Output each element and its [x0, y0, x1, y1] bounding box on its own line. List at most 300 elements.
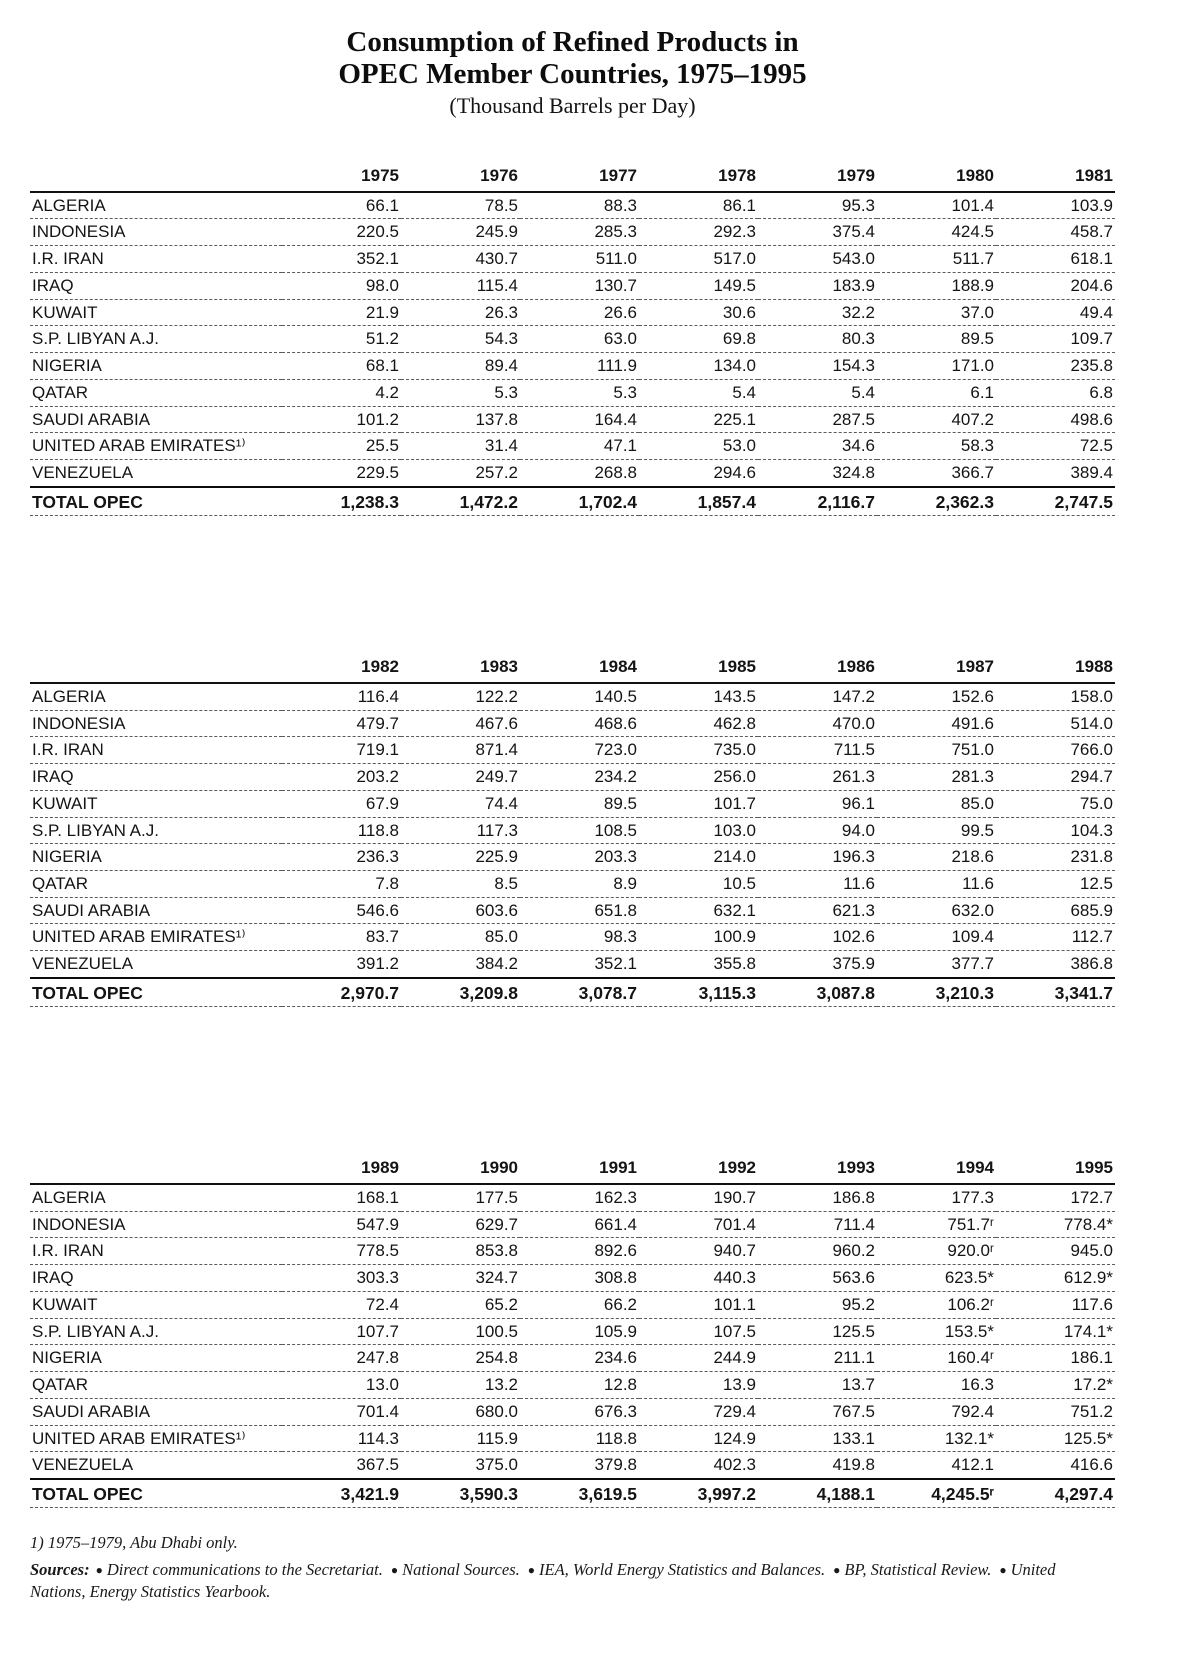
footnotes	[30, 1532, 1115, 1603]
total-value-cell: 3,115.3	[639, 978, 758, 1007]
value-cell: 12.5	[996, 870, 1115, 897]
value-cell: 249.7	[401, 764, 520, 791]
value-cell: 470.0	[758, 710, 877, 737]
table-row	[30, 1238, 1115, 1265]
total-value-cell: 3,341.7	[996, 978, 1115, 1007]
table-section-1989-1995	[30, 1155, 1115, 1508]
year-header: 1985	[639, 654, 758, 683]
value-cell: 183.9	[758, 272, 877, 299]
country-label: INDONESIA	[30, 1211, 282, 1238]
total-label: TOTAL OPEC	[30, 1479, 282, 1508]
country-label: INDONESIA	[30, 710, 282, 737]
value-cell: 723.0	[520, 737, 639, 764]
value-cell: 629.7	[401, 1211, 520, 1238]
year-header: 1981	[996, 163, 1115, 192]
total-value-cell: 3,087.8	[758, 978, 877, 1007]
year-header: 1978	[639, 163, 758, 192]
table-row	[30, 192, 1115, 219]
value-cell: 107.5	[639, 1318, 758, 1345]
value-cell: 892.6	[520, 1238, 639, 1265]
total-value-cell: 4,245.5ʳ	[877, 1479, 996, 1508]
value-cell: 229.5	[282, 460, 401, 487]
total-value-cell: 3,078.7	[520, 978, 639, 1007]
value-cell: 511.0	[520, 246, 639, 273]
value-cell: 225.9	[401, 844, 520, 871]
year-header-row	[30, 654, 1115, 683]
country-column-spacer	[30, 1155, 282, 1184]
country-column-spacer	[30, 654, 282, 683]
value-cell: 5.4	[639, 379, 758, 406]
value-cell: 98.0	[282, 272, 401, 299]
value-cell: 945.0	[996, 1238, 1115, 1265]
country-label: INDONESIA	[30, 219, 282, 246]
total-value-cell: 2,362.3	[877, 487, 996, 516]
value-cell: 13.7	[758, 1372, 877, 1399]
consumption-table-1989-1995	[30, 1155, 1115, 1508]
value-cell: 83.7	[282, 924, 401, 951]
value-cell: 412.1	[877, 1452, 996, 1479]
value-cell: 751.2	[996, 1398, 1115, 1425]
value-cell: 105.9	[520, 1318, 639, 1345]
value-cell: 751.0	[877, 737, 996, 764]
value-cell: 132.1*	[877, 1425, 996, 1452]
value-cell: 407.2	[877, 406, 996, 433]
value-cell: 440.3	[639, 1265, 758, 1292]
total-value-cell: 3,421.9	[282, 1479, 401, 1508]
value-cell: 352.1	[282, 246, 401, 273]
value-cell: 402.3	[639, 1452, 758, 1479]
country-label: SAUDI ARABIA	[30, 1398, 282, 1425]
value-cell: 89.5	[520, 790, 639, 817]
value-cell: 17.2*	[996, 1372, 1115, 1399]
table-row	[30, 1184, 1115, 1211]
value-cell: 563.6	[758, 1265, 877, 1292]
value-cell: 74.4	[401, 790, 520, 817]
value-cell: 114.3	[282, 1425, 401, 1452]
value-cell: 701.4	[639, 1211, 758, 1238]
value-cell: 89.4	[401, 353, 520, 380]
value-cell: 149.5	[639, 272, 758, 299]
value-cell: 100.5	[401, 1318, 520, 1345]
value-cell: 623.5*	[877, 1265, 996, 1292]
country-label: VENEZUELA	[30, 1452, 282, 1479]
value-cell: 190.7	[639, 1184, 758, 1211]
country-label: UNITED ARAB EMIRATES¹⁾	[30, 924, 282, 951]
year-header: 1984	[520, 654, 639, 683]
country-label: KUWAIT	[30, 790, 282, 817]
year-header: 1987	[877, 654, 996, 683]
total-value-cell: 3,590.3	[401, 1479, 520, 1508]
year-header: 1993	[758, 1155, 877, 1184]
value-cell: 26.6	[520, 299, 639, 326]
total-value-cell: 4,188.1	[758, 1479, 877, 1508]
value-cell: 661.4	[520, 1211, 639, 1238]
value-cell: 117.6	[996, 1291, 1115, 1318]
country-label: UNITED ARAB EMIRATES¹⁾	[30, 433, 282, 460]
value-cell: 416.6	[996, 1452, 1115, 1479]
value-cell: 6.8	[996, 379, 1115, 406]
value-cell: 69.8	[639, 326, 758, 353]
total-value-cell: 1,472.2	[401, 487, 520, 516]
value-cell: 63.0	[520, 326, 639, 353]
value-cell: 375.0	[401, 1452, 520, 1479]
bullet-icon: ●	[527, 1562, 535, 1577]
value-cell: 621.3	[758, 897, 877, 924]
value-cell: 85.0	[401, 924, 520, 951]
page-subtitle: (Thousand Barrels per Day)	[449, 92, 696, 118]
value-cell: 247.8	[282, 1345, 401, 1372]
value-cell: 95.2	[758, 1291, 877, 1318]
value-cell: 101.1	[639, 1291, 758, 1318]
year-header-row	[30, 163, 1115, 192]
total-value-cell: 2,970.7	[282, 978, 401, 1007]
value-cell: 701.4	[282, 1398, 401, 1425]
table-section-1975-1981	[30, 163, 1115, 516]
value-cell: 164.4	[520, 406, 639, 433]
value-cell: 34.6	[758, 433, 877, 460]
value-cell: 172.7	[996, 1184, 1115, 1211]
value-cell: 101.4	[877, 192, 996, 219]
value-cell: 352.1	[520, 951, 639, 978]
value-cell: 294.7	[996, 764, 1115, 791]
value-cell: 517.0	[639, 246, 758, 273]
value-cell: 676.3	[520, 1398, 639, 1425]
value-cell: 188.9	[877, 272, 996, 299]
table-row	[30, 1211, 1115, 1238]
year-header: 1983	[401, 654, 520, 683]
value-cell: 12.8	[520, 1372, 639, 1399]
value-cell: 391.2	[282, 951, 401, 978]
value-cell: 158.0	[996, 683, 1115, 710]
value-cell: 7.8	[282, 870, 401, 897]
value-cell: 203.2	[282, 764, 401, 791]
value-cell: 603.6	[401, 897, 520, 924]
country-label: VENEZUELA	[30, 460, 282, 487]
value-cell: 99.5	[877, 817, 996, 844]
country-label: SAUDI ARABIA	[30, 897, 282, 924]
year-header: 1975	[282, 163, 401, 192]
value-cell: 125.5	[758, 1318, 877, 1345]
value-cell: 792.4	[877, 1398, 996, 1425]
value-cell: 106.2ʳ	[877, 1291, 996, 1318]
table-row	[30, 326, 1115, 353]
value-cell: 244.9	[639, 1345, 758, 1372]
total-value-cell: 1,857.4	[639, 487, 758, 516]
value-cell: 618.1	[996, 246, 1115, 273]
value-cell: 133.1	[758, 1425, 877, 1452]
value-cell: 109.7	[996, 326, 1115, 353]
value-cell: 30.6	[639, 299, 758, 326]
table-row	[30, 1291, 1115, 1318]
value-cell: 47.1	[520, 433, 639, 460]
value-cell: 254.8	[401, 1345, 520, 1372]
value-cell: 612.9*	[996, 1265, 1115, 1292]
value-cell: 37.0	[877, 299, 996, 326]
table-row	[30, 737, 1115, 764]
country-label: IRAQ	[30, 272, 282, 299]
value-cell: 285.3	[520, 219, 639, 246]
value-cell: 632.1	[639, 897, 758, 924]
value-cell: 303.3	[282, 1265, 401, 1292]
value-cell: 256.0	[639, 764, 758, 791]
country-column-spacer	[30, 163, 282, 192]
table-row	[30, 951, 1115, 978]
country-label: QATAR	[30, 1372, 282, 1399]
country-label: S.P. LIBYAN A.J.	[30, 817, 282, 844]
value-cell: 32.2	[758, 299, 877, 326]
table-row	[30, 1345, 1115, 1372]
value-cell: 125.5*	[996, 1425, 1115, 1452]
value-cell: 117.3	[401, 817, 520, 844]
value-cell: 177.3	[877, 1184, 996, 1211]
country-label: SAUDI ARABIA	[30, 406, 282, 433]
value-cell: 651.8	[520, 897, 639, 924]
value-cell: 66.2	[520, 1291, 639, 1318]
source-item: National Sources.	[402, 1559, 520, 1579]
country-label: ALGERIA	[30, 683, 282, 710]
value-cell: 89.5	[877, 326, 996, 353]
table-row	[30, 1452, 1115, 1479]
value-cell: 680.0	[401, 1398, 520, 1425]
value-cell: 375.4	[758, 219, 877, 246]
value-cell: 8.9	[520, 870, 639, 897]
footnote-sources	[30, 1559, 1115, 1604]
value-cell: 735.0	[639, 737, 758, 764]
country-label: KUWAIT	[30, 1291, 282, 1318]
country-label: ALGERIA	[30, 1184, 282, 1211]
value-cell: 103.0	[639, 817, 758, 844]
value-cell: 115.9	[401, 1425, 520, 1452]
value-cell: 108.5	[520, 817, 639, 844]
value-cell: 95.3	[758, 192, 877, 219]
page-title	[30, 26, 1115, 91]
table-row	[30, 710, 1115, 737]
year-header: 1976	[401, 163, 520, 192]
consumption-table-1982-1988	[30, 654, 1115, 1007]
value-cell: 751.7ʳ	[877, 1211, 996, 1238]
country-label: KUWAIT	[30, 299, 282, 326]
table-row	[30, 870, 1115, 897]
document-header	[30, 26, 1115, 119]
value-cell: 719.1	[282, 737, 401, 764]
country-label: QATAR	[30, 870, 282, 897]
value-cell: 65.2	[401, 1291, 520, 1318]
value-cell: 196.3	[758, 844, 877, 871]
value-cell: 101.7	[639, 790, 758, 817]
footnote-abu-dhabi: 1) 1975–1979, Abu Dhabi only.	[30, 1533, 238, 1553]
value-cell: 220.5	[282, 219, 401, 246]
value-cell: 292.3	[639, 219, 758, 246]
value-cell: 137.8	[401, 406, 520, 433]
value-cell: 203.3	[520, 844, 639, 871]
table-section-1982-1988	[30, 654, 1115, 1007]
country-label: ALGERIA	[30, 192, 282, 219]
value-cell: 78.5	[401, 192, 520, 219]
value-cell: 778.5	[282, 1238, 401, 1265]
value-cell: 96.1	[758, 790, 877, 817]
value-cell: 287.5	[758, 406, 877, 433]
year-header: 1991	[520, 1155, 639, 1184]
value-cell: 5.3	[401, 379, 520, 406]
value-cell: 80.3	[758, 326, 877, 353]
value-cell: 130.7	[520, 272, 639, 299]
value-cell: 379.8	[520, 1452, 639, 1479]
value-cell: 13.2	[401, 1372, 520, 1399]
total-value-cell: 4,297.4	[996, 1479, 1115, 1508]
value-cell: 26.3	[401, 299, 520, 326]
total-value-cell: 3,619.5	[520, 1479, 639, 1508]
value-cell: 68.1	[282, 353, 401, 380]
value-cell: 367.5	[282, 1452, 401, 1479]
value-cell: 186.1	[996, 1345, 1115, 1372]
bullet-icon: ●	[999, 1562, 1007, 1577]
value-cell: 355.8	[639, 951, 758, 978]
value-cell: 711.5	[758, 737, 877, 764]
total-value-cell: 3,209.8	[401, 978, 520, 1007]
value-cell: 430.7	[401, 246, 520, 273]
country-label: S.P. LIBYAN A.J.	[30, 1318, 282, 1345]
value-cell: 54.3	[401, 326, 520, 353]
table-row	[30, 1265, 1115, 1292]
table-row	[30, 299, 1115, 326]
total-value-cell: 2,116.7	[758, 487, 877, 516]
consumption-table-1975-1981	[30, 163, 1115, 516]
value-cell: 462.8	[639, 710, 758, 737]
value-cell: 109.4	[877, 924, 996, 951]
value-cell: 498.6	[996, 406, 1115, 433]
value-cell: 103.9	[996, 192, 1115, 219]
value-cell: 8.5	[401, 870, 520, 897]
value-cell: 711.4	[758, 1211, 877, 1238]
sources-label: Sources:	[30, 1559, 90, 1579]
table-row	[30, 683, 1115, 710]
value-cell: 153.5*	[877, 1318, 996, 1345]
country-label: NIGERIA	[30, 844, 282, 871]
country-label: NIGERIA	[30, 1345, 282, 1372]
value-cell: 53.0	[639, 433, 758, 460]
value-cell: 186.8	[758, 1184, 877, 1211]
value-cell: 389.4	[996, 460, 1115, 487]
source-item: BP, Statistical Review.	[844, 1559, 992, 1579]
value-cell: 85.0	[877, 790, 996, 817]
value-cell: 177.5	[401, 1184, 520, 1211]
table-row	[30, 790, 1115, 817]
table-row	[30, 1372, 1115, 1399]
country-label: S.P. LIBYAN A.J.	[30, 326, 282, 353]
value-cell: 168.1	[282, 1184, 401, 1211]
bullet-icon: ●	[390, 1562, 399, 1577]
value-cell: 66.1	[282, 192, 401, 219]
value-cell: 51.2	[282, 326, 401, 353]
value-cell: 4.2	[282, 379, 401, 406]
value-cell: 94.0	[758, 817, 877, 844]
total-row	[30, 978, 1115, 1007]
value-cell: 384.2	[401, 951, 520, 978]
year-header: 1992	[639, 1155, 758, 1184]
country-label: IRAQ	[30, 1265, 282, 1292]
value-cell: 5.4	[758, 379, 877, 406]
value-cell: 235.8	[996, 353, 1115, 380]
value-cell: 546.6	[282, 897, 401, 924]
value-cell: 257.2	[401, 460, 520, 487]
value-cell: 366.7	[877, 460, 996, 487]
value-cell: 72.5	[996, 433, 1115, 460]
value-cell: 162.3	[520, 1184, 639, 1211]
total-value-cell: 2,747.5	[996, 487, 1115, 516]
total-label: TOTAL OPEC	[30, 978, 282, 1007]
year-header: 1979	[758, 163, 877, 192]
year-header: 1988	[996, 654, 1115, 683]
value-cell: 514.0	[996, 710, 1115, 737]
value-cell: 6.1	[877, 379, 996, 406]
table-row	[30, 246, 1115, 273]
value-cell: 118.8	[282, 817, 401, 844]
table-row	[30, 406, 1115, 433]
bullet-icon: ●	[95, 1562, 103, 1577]
total-value-cell: 3,997.2	[639, 1479, 758, 1508]
value-cell: 234.6	[520, 1345, 639, 1372]
value-cell: 324.7	[401, 1265, 520, 1292]
value-cell: 236.3	[282, 844, 401, 871]
value-cell: 171.0	[877, 353, 996, 380]
value-cell: 308.8	[520, 1265, 639, 1292]
value-cell: 375.9	[758, 951, 877, 978]
value-cell: 920.0ʳ	[877, 1238, 996, 1265]
table-row	[30, 897, 1115, 924]
year-header: 1989	[282, 1155, 401, 1184]
value-cell: 101.2	[282, 406, 401, 433]
table-row	[30, 844, 1115, 871]
total-row	[30, 487, 1115, 516]
value-cell: 268.8	[520, 460, 639, 487]
value-cell: 685.9	[996, 897, 1115, 924]
source-item: Direct communications to the Secretariat.	[106, 1559, 383, 1579]
total-value-cell: 1,238.3	[282, 487, 401, 516]
table-row	[30, 272, 1115, 299]
table-row	[30, 219, 1115, 246]
country-label: QATAR	[30, 379, 282, 406]
value-cell: 13.0	[282, 1372, 401, 1399]
value-cell: 116.4	[282, 683, 401, 710]
value-cell: 75.0	[996, 790, 1115, 817]
value-cell: 122.2	[401, 683, 520, 710]
value-cell: 960.2	[758, 1238, 877, 1265]
country-label: IRAQ	[30, 764, 282, 791]
value-cell: 767.5	[758, 1398, 877, 1425]
value-cell: 58.3	[877, 433, 996, 460]
year-header: 1977	[520, 163, 639, 192]
value-cell: 21.9	[282, 299, 401, 326]
total-row	[30, 1479, 1115, 1508]
source-item: IEA, World Energy Statistics and Balances.	[539, 1559, 826, 1579]
value-cell: 112.7	[996, 924, 1115, 951]
value-cell: 853.8	[401, 1238, 520, 1265]
value-cell: 11.6	[877, 870, 996, 897]
value-cell: 102.6	[758, 924, 877, 951]
table-row	[30, 1318, 1115, 1345]
country-label: I.R. IRAN	[30, 737, 282, 764]
value-cell: 104.3	[996, 817, 1115, 844]
value-cell: 218.6	[877, 844, 996, 871]
value-cell: 67.9	[282, 790, 401, 817]
value-cell: 479.7	[282, 710, 401, 737]
table-row	[30, 924, 1115, 951]
table-row	[30, 817, 1115, 844]
value-cell: 25.5	[282, 433, 401, 460]
value-cell: 766.0	[996, 737, 1115, 764]
total-value-cell: 1,702.4	[520, 487, 639, 516]
source-item: United Nations, Energy Statistics Yearbook.	[30, 1559, 1056, 1601]
